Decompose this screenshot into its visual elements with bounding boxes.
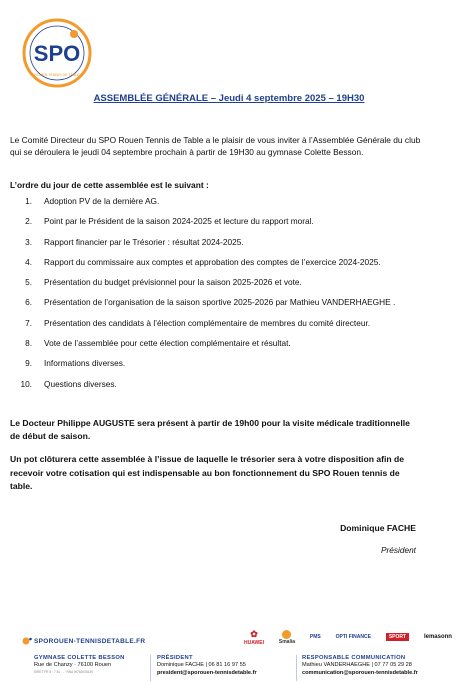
signature-name: Dominique FACHE: [340, 523, 416, 533]
footer-president: PRÉSIDENT Dominique FACHE | 06 81 16 97 55 president@sporouen-tennisdetable.fr: [157, 655, 257, 676]
agenda-item: 5. Présentation du budget prévisionnel pour la saison 2025-2026 et vote.: [25, 277, 302, 288]
sponsor-optifinance-logo: OPTI FINANCE: [335, 634, 371, 640]
agenda-item: 8. Vote de l’assemblée pour cette élection complémentaire et résultat.: [25, 338, 291, 349]
agenda-item: 10. Questions diverses.: [20, 378, 117, 389]
footer-communication: RESPONSABLE COMMUNICATION Mathieu VANDERHAEGHE | 07 77 05 29 28 communication@sporouen-tennisdetable.fr: [302, 655, 418, 676]
medical-notice: Le Docteur Philippe AUGUSTE sera présent à partir de 19h00 pour la visite médicale traditionnelle de début de saison.: [10, 418, 410, 441]
spo-logo: [22, 18, 92, 88]
logo-text: SPO: [33, 41, 81, 66]
agenda-item: 3. Rapport financier par le Trésorier : résultat 2024-2025.: [25, 236, 244, 247]
agenda-item: 4. Rapport du commissaire aux comptes et approbation des comptes de l’exercice 2024-2025.: [25, 256, 381, 267]
agenda-item: 1. Adoption PV de la dernière AG.: [25, 196, 160, 206]
sponsor-smalia-logo: Smalia: [279, 630, 295, 645]
svg-text:ROUEN TENNIS DE TABLE: ROUEN TENNIS DE TABLE: [34, 73, 80, 77]
sponsor-logos: [244, 628, 452, 646]
pot-notice: Un pot clôturera cette assemblée à l’issue de laquelle le trésorier sera à votre disposition afin de recevoir votre cotisation qui est indispensable au bon fonctionnement du SPO Rouen tennis de table.: [10, 454, 405, 491]
agenda-item: 7. Présentation des candidats à l’élection complémentaire de membres du comité directeur.: [25, 317, 371, 328]
footer-divider: [296, 655, 297, 681]
sponsor-pms-logo: PMS: [309, 634, 321, 640]
intro-paragraph: Le Comité Directeur du SPO Rouen Tennis de Table a le plaisir de vous inviter à l’Assemblée Générale du club qui se déroulera le jeudi 04 septembre prochain à partir de 19H30 au gymnase Colette Besson.: [10, 135, 421, 157]
agenda-item: 2. Point par le Président de la saison 2024-2025 et lecture du rapport moral.: [25, 216, 314, 227]
signature-role: Président: [380, 545, 416, 555]
website-link[interactable]: SPOROUEN-TENNISDETABLE.FR: [34, 638, 146, 645]
sponsor-sport-logo: SPORT: [386, 633, 409, 641]
agenda-item: 6. Présentation de l’organisation de la saison sportive 2025-2026 par Mathieu VANDERHAEGHE .: [25, 297, 396, 308]
ping-pong-icon: [22, 637, 32, 645]
agenda-list: [10, 196, 440, 399]
footer-divider: [150, 655, 151, 681]
document-title: ASSEMBLÉE GÉNÉRALE – Jeudi 4 septembre 2025 – 19H30: [93, 93, 365, 104]
footer-gym: GYMNASE COLETTE BESSON Rue de Chanzy · 76100 Rouen SIRET FR 5 · 7 81 ... · RNA W763006139: [34, 655, 125, 674]
sponsor-huawei-logo: ✿ HUAWEI: [244, 628, 264, 646]
communication-email-link[interactable]: communication@sporouen-tennisdetable.fr: [302, 669, 418, 676]
sponsor-lemasonn-logo: lemasonn: [423, 634, 452, 640]
president-email-link[interactable]: president@sporouen-tennisdetable.fr: [157, 669, 257, 676]
agenda-item: 9. Informations diverses.: [25, 358, 126, 369]
agenda-heading: L’ordre du jour de cette assemblée est le suivant :: [10, 180, 209, 190]
